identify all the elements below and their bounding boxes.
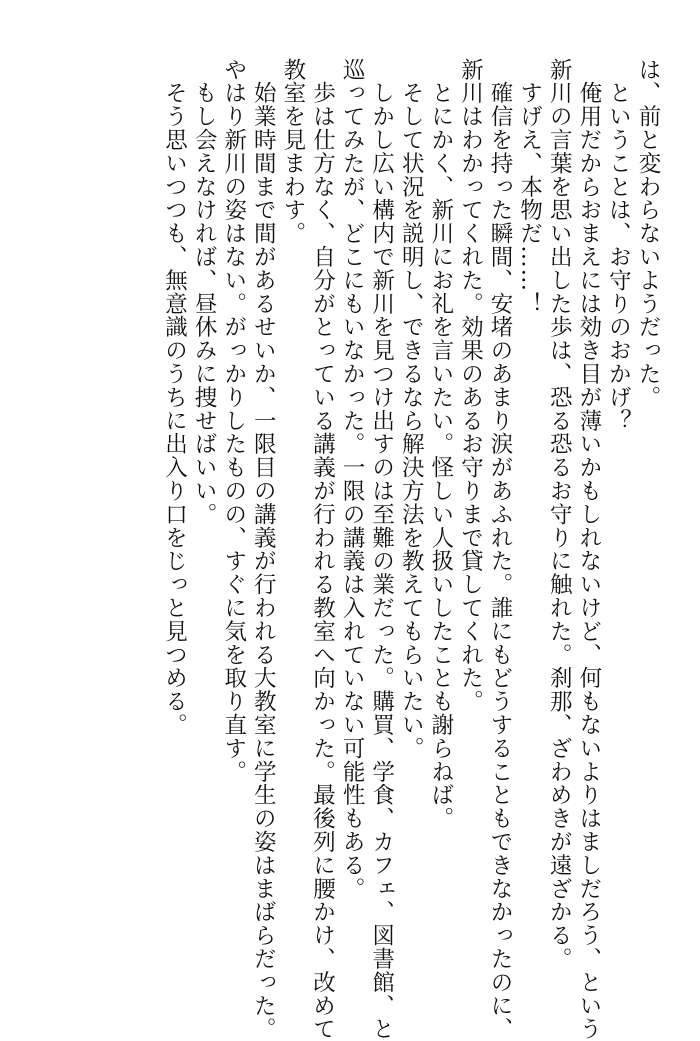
text-line: ということは、お守りのおかげ？	[605, 58, 632, 433]
text-line: しかし広い構内で新川を見つけ出すのは至難の業だった。購買、学食、カフェ、図書館、と	[368, 58, 395, 1041]
text-line: すげえ、本物だ……！	[516, 58, 543, 316]
text-line: 新川の言葉を思い出した歩は、恐る恐るお守りに触れた。刹那、ざわめきが遠ざかる。	[546, 58, 573, 971]
text-line: 歩は仕方なく、自分がとっている講義が行われる教室へ向かった。最後列に腰かけ、改めて	[309, 58, 336, 1041]
text-line: 教室を見まわす。	[279, 58, 306, 246]
text-line: そう思いつつも、無意識のうちに出入り口をじっと見つめる。	[161, 58, 188, 737]
text-line: とにかく、新川にお礼を言いたい。怪しい人扱いしたことも謝らねば。	[427, 58, 454, 831]
text-line: 巡ってみたが、どこにもいなかった。一限の講義は入れていない可能性もある。	[339, 58, 366, 901]
text-line: やはり新川の姿はない。がっかりしたものの、すぐに気を取り直す。	[220, 58, 247, 784]
text-line: 新川はわかってくれた。効果のあるお守りまで貸してくれた。	[457, 58, 484, 714]
text-line: 始業時間まで間があるせいか、一限目の講義が行われる大教室に学生の姿はまばらだった。	[250, 58, 277, 1041]
text-line: 確信を持った瞬間、安堵のあまり涙があふれた。誰にもどうすることもできなかったのに、	[487, 58, 514, 1041]
text-line: もし会えなければ、昼休みに捜せばいい。	[191, 58, 218, 526]
vertical-text-body	[159, 58, 662, 1041]
text-line: そして状況を説明し、できるなら解決方法を教えてもらいたい。	[398, 58, 425, 760]
text-line: 俺用だからおまえには効き目が薄いかもしれないけど、何もないよりはましだろう、という	[575, 58, 602, 1041]
text-line: は、前と変わらないようだった。	[635, 58, 661, 409]
